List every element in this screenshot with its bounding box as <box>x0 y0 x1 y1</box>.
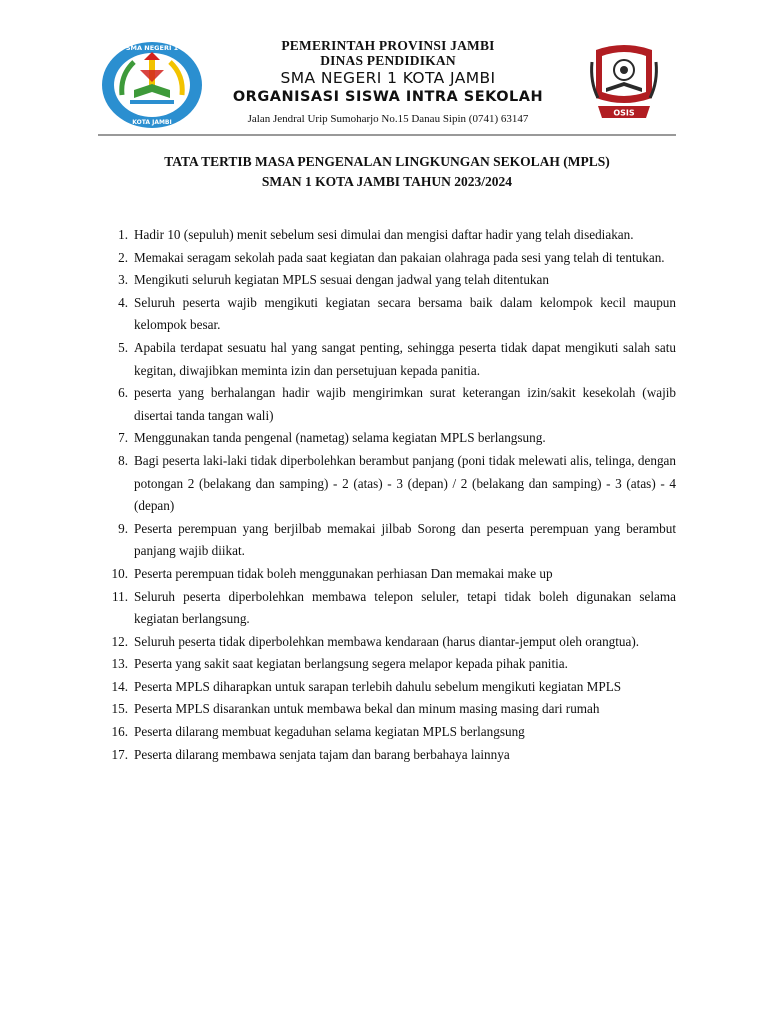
rule-text: Peserta MPLS diharapkan untuk sarapan terlebih dahulu sebelum mengikuti kegiatan MPLS <box>134 678 622 694</box>
rule-number: 12. <box>111 633 128 649</box>
rule-item <box>98 563 676 586</box>
rule-text: Mengikuti seluruh kegiatan MPLS sesuai dengan jadwal yang telah ditentukan <box>134 272 549 288</box>
rule-item <box>98 224 676 247</box>
rule-number: 10. <box>111 565 128 581</box>
rule-number: 15. <box>111 701 128 717</box>
logo-ring-text: SMA NEGERI 1 <box>125 44 179 52</box>
department-name: DINAS PENDIDIKAN <box>320 53 456 68</box>
rule-item <box>98 269 676 292</box>
rule-text: Hadir 10 (sepuluh) menit sebelum sesi dimulai dan mengisi daftar hadir yang telah disediakan. <box>134 227 634 242</box>
rule-item <box>98 427 676 450</box>
rule-number: 5. <box>118 339 128 355</box>
letterhead <box>200 38 576 126</box>
rule-item <box>98 721 676 744</box>
rule-number: 14. <box>111 678 128 694</box>
rule-number: 2. <box>118 249 128 265</box>
rule-text: Bagi peserta laki-laki tidak diperbolehkan berambut panjang (poni tidak melewati alis, telinga, dengan potongan 2 (belakang dan samping) - 2 (atas) - 3 (depan) / 2 (belakang dan samping) - 3 (atas) - 4 (depan) <box>134 452 676 514</box>
rule-text: Apabila terdapat sesuatu hal yang sangat penting, sehingga peserta tidak dapat mengikuti salah satu kegitan, diwajibkan meminta izin dan persetujuan kepada panitia. <box>134 339 676 378</box>
rule-number: 11. <box>112 588 128 604</box>
osis-logo <box>588 42 660 124</box>
rule-number: 7. <box>118 430 128 446</box>
rule-number: 16. <box>111 724 128 740</box>
rule-item <box>98 586 676 631</box>
rule-number: 6. <box>118 385 128 401</box>
rule-number: 17. <box>111 746 128 762</box>
rule-item <box>98 450 676 518</box>
logo-bottom-text: KOTA JAMBI <box>132 119 172 126</box>
rule-item <box>98 518 676 563</box>
rule-number: 9. <box>118 520 128 536</box>
rule-text: Seluruh peserta wajib mengikuti kegiatan secara bersama baik dalam kelompok kecil maupun kelompok besar. <box>134 294 676 333</box>
rule-text: Peserta MPLS disarankan untuk membawa bekal dan minum masing masing dari rumah <box>134 701 600 717</box>
rules-list <box>98 224 676 766</box>
school-logo <box>100 40 205 130</box>
rule-number: 8. <box>118 452 128 468</box>
letterhead-divider <box>98 134 676 136</box>
rule-item <box>98 631 676 654</box>
rule-text: Peserta perempuan yang berjilbab memakai jilbab Sorong dan peserta perempuan yang berambut panjang wajib diikat. <box>134 520 676 559</box>
government-name: PEMERINTAH PROVINSI JAMBI <box>281 38 495 53</box>
rule-number: 1. <box>118 227 128 242</box>
rule-text: Seluruh peserta tidak diperbolehkan membawa kendaraan (harus diantar-jemput oleh orangtua). <box>134 633 640 649</box>
rule-item <box>98 698 676 721</box>
school-address: Jalan Jendral Urip Sumoharjo No.15 Danau Sipin (0741) 63147 <box>247 113 529 125</box>
rule-item <box>98 337 676 382</box>
rule-item <box>98 653 676 676</box>
rule-text: Peserta dilarang membuat kegaduhan selama kegiatan MPLS berlangsung <box>134 724 525 740</box>
rule-item <box>98 744 676 767</box>
rule-item <box>98 382 676 427</box>
rule-text: Peserta perempuan tidak boleh menggunakan perhiasan Dan memakai make up <box>134 565 553 581</box>
rule-item <box>98 247 676 270</box>
rule-number: 4. <box>118 294 128 310</box>
rule-number: 13. <box>111 656 128 672</box>
rule-text: Seluruh peserta diperbolehkan membawa telepon seluler, tetapi tidak boleh digunakan selama kegiatan berlangsung. <box>134 588 676 627</box>
rule-item <box>98 676 676 699</box>
title-line-2: SMAN 1 KOTA JAMBI TAHUN 2023/2024 <box>261 174 513 189</box>
rule-item <box>98 292 676 337</box>
rule-text: peserta yang berhalangan hadir wajib mengirimkan surat keterangan izin/sakit kesekolah (wajib disertai tanda tangan wali) <box>134 385 676 423</box>
organization-name: ORGANISASI SISWA INTRA SEKOLAH <box>232 89 544 105</box>
rule-text: Peserta dilarang membawa senjata tajam dan barang berbahaya lainnya <box>134 746 510 762</box>
rule-text: Menggunakan tanda pengenal (nametag) selama kegiatan MPLS berlangsung. <box>134 430 546 446</box>
rule-text: Memakai seragam sekolah pada saat kegiatan dan pakaian olahraga pada sesi yang telah di tentukan. <box>134 249 665 265</box>
rule-text: Peserta yang sakit saat kegiatan berlangsung segera melapor kepada pihak panitia. <box>134 656 568 672</box>
school-name: SMA NEGERI 1 KOTA JAMBI <box>280 69 496 87</box>
document-title <box>98 152 676 192</box>
osis-logo-text: OSIS <box>613 108 635 118</box>
rule-number: 3. <box>118 272 128 288</box>
title-line-1: TATA TERTIB MASA PENGENALAN LINGKUNGAN SEKOLAH (MPLS) <box>164 154 610 169</box>
